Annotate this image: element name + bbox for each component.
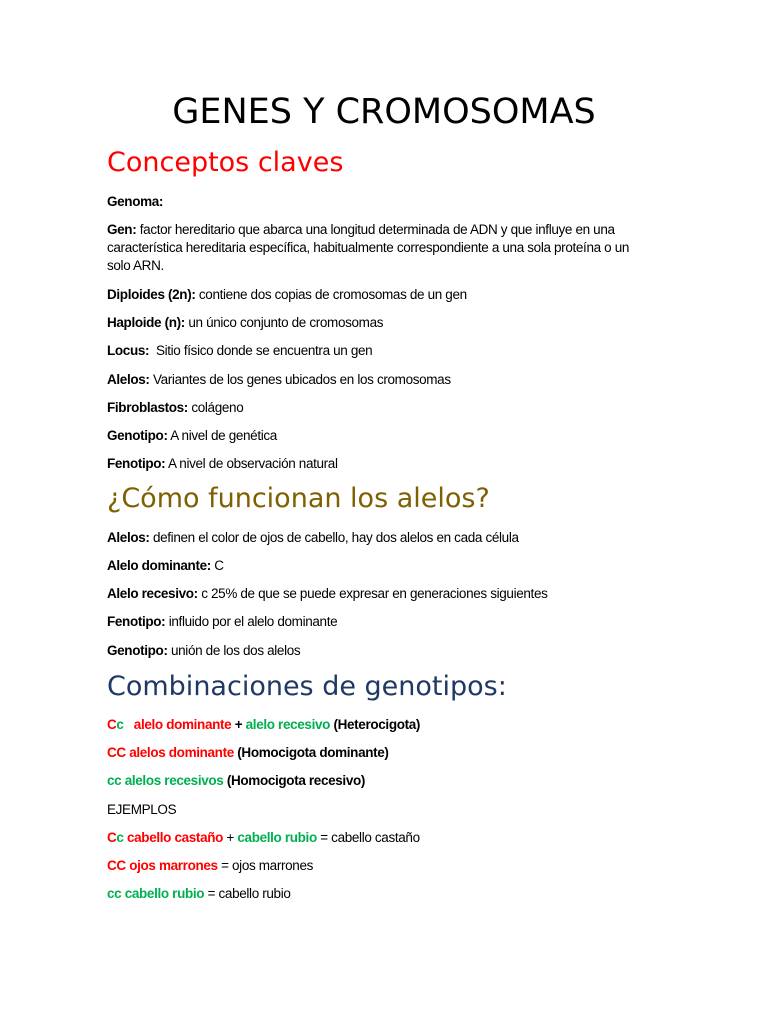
definition-text: C: [210, 558, 224, 573]
combo-homocigota-dominante: [107, 744, 652, 762]
dominant-label: CC ojos marrones: [107, 858, 218, 873]
alelos-item-recesivo: [107, 585, 652, 603]
term: Gen:: [107, 222, 137, 237]
examples-label: EJEMPLOS: [107, 802, 177, 817]
definition-text: un único conjunto de cromosomas: [184, 315, 384, 330]
allele-dominant: C: [107, 717, 117, 732]
definition-locus: [107, 342, 652, 360]
combo-result: (Homocigota recesivo): [223, 773, 366, 788]
recessive-label: cc cabello rubio: [107, 886, 205, 901]
term: Fenotipo:: [107, 614, 166, 629]
heading-como-funcionan-alelos: ¿Cómo funcionan los alelos?: [107, 483, 490, 514]
definition-text: influido por el alelo dominante: [165, 614, 338, 629]
definition-text: c 25% de que se puede expresar en generaciones siguientes: [197, 586, 548, 601]
recessive-label: cabello rubio: [237, 830, 317, 845]
heading-combinaciones-genotipos: Combinaciones de genotipos:: [107, 671, 507, 702]
dominant-label: alelo dominante: [123, 717, 232, 732]
recessive-label: alelo recesivo: [245, 717, 331, 732]
term: Alelos:: [107, 372, 150, 387]
example-cabello-castano: [107, 829, 652, 847]
allele-recessive: c: [116, 830, 124, 845]
term: Alelo recesivo:: [107, 586, 198, 601]
example-result: = cabello rubio: [204, 886, 291, 901]
definition-text: contiene dos copias de cromosomas de un gen: [195, 287, 467, 302]
term: Fibroblastos:: [107, 400, 188, 415]
combo-result: (Heterocigota): [330, 717, 421, 732]
definition-text: A nivel de observación natural: [165, 456, 338, 471]
alelos-item-dominante: [107, 557, 652, 575]
term: Haploide (n):: [107, 315, 185, 330]
term: Genotipo:: [107, 428, 168, 443]
definition-genoma: [107, 193, 652, 211]
term: Genoma:: [107, 194, 164, 209]
page-title: GENES Y CROMOSOMAS: [172, 92, 596, 132]
definition-text: Variantes de los genes ubicados en los cromosomas: [149, 372, 451, 387]
dominant-label: cabello castaño: [123, 830, 224, 845]
term: Diploides (2n):: [107, 287, 196, 302]
combo-homocigota-recesivo: [107, 772, 652, 790]
example-result: = ojos marrones: [217, 858, 314, 873]
alelos-item-alelos: [107, 529, 652, 547]
definition-fibroblastos: [107, 399, 652, 417]
dominant-label: CC alelos dominante: [107, 745, 234, 760]
term: Genotipo:: [107, 643, 168, 658]
term: Fenotipo:: [107, 456, 166, 471]
definition-gen: [107, 221, 652, 275]
definition-text: unión de los dos alelos: [167, 643, 301, 658]
recessive-label: cc alelos recesivos: [107, 773, 224, 788]
definition-text: Sitio físico donde se encuentra un gen: [149, 343, 373, 358]
definition-diploides: [107, 286, 652, 304]
example-ojos-marrones: [107, 857, 652, 875]
example-cabello-rubio: [107, 885, 652, 903]
allele-recessive: c: [116, 717, 124, 732]
term: Alelos:: [107, 530, 150, 545]
definition-alelos: [107, 371, 652, 389]
alelos-item-genotipo: [107, 642, 652, 660]
example-result: = cabello castaño: [316, 830, 420, 845]
plus-sign: +: [231, 717, 246, 732]
heading-conceptos-claves: Conceptos claves: [107, 147, 344, 178]
definition-text: A nivel de genética: [167, 428, 277, 443]
combo-heterocigota: [107, 716, 652, 734]
alelos-item-fenotipo: [107, 613, 652, 631]
definition-fenotipo: [107, 455, 652, 473]
combo-result: (Homocigota dominante): [233, 745, 389, 760]
allele-dominant: C: [107, 830, 117, 845]
plus-sign: +: [223, 830, 238, 845]
definition-text: factor hereditario que abarca una longitud determinada de ADN y que influye en una característica hereditaria específica, habitualmente correspondiente a una sola proteína o un solo ARN.: [107, 222, 630, 273]
definition-text: colágeno: [187, 400, 244, 415]
term: Alelo dominante:: [107, 558, 211, 573]
term: Locus:: [107, 343, 150, 358]
definition-text: definen el color de ojos de cabello, hay dos alelos en cada célula: [149, 530, 519, 545]
definition-genotipo: [107, 427, 652, 445]
definition-haploide: [107, 314, 652, 332]
